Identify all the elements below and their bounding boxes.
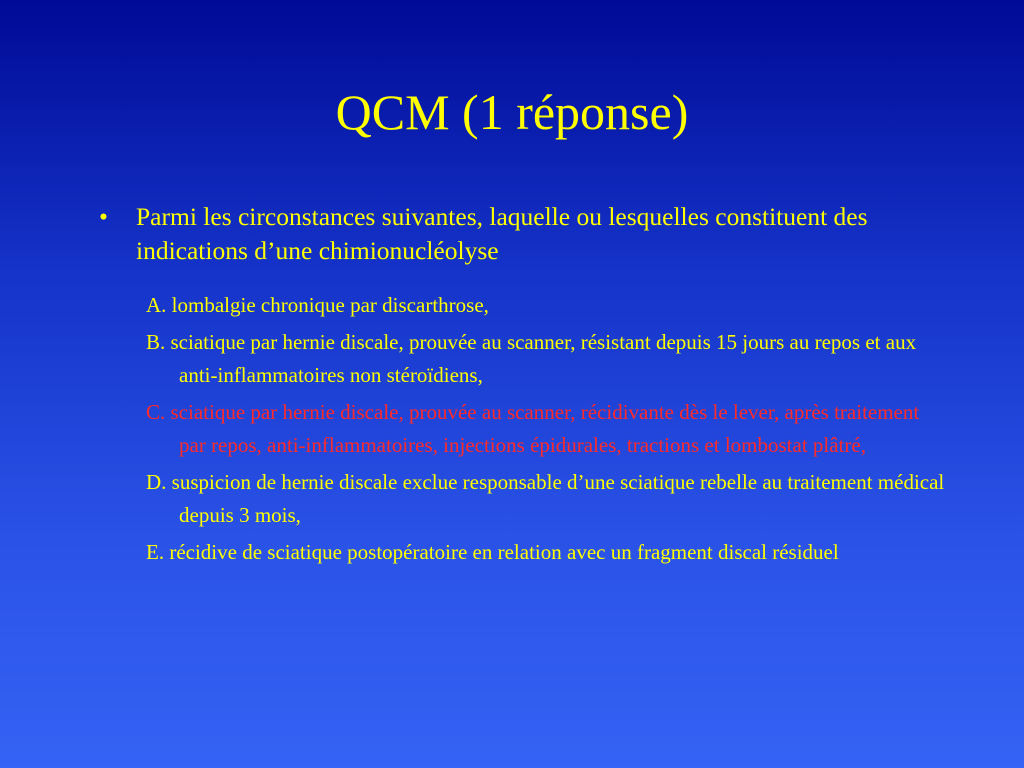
option-c: C. sciatique par hernie discale, prouvée au scanner, récidivante dès le lever, après traitement par repos, anti-inflammatoires, injections épidurales, tractions et lombostat plâtré, (146, 400, 920, 457)
slide-title: QCM (1 réponse) (335, 84, 689, 140)
question-block (99, 200, 939, 268)
option-b: B. sciatique par hernie discale, prouvée au scanner, résistant depuis 15 jours au repos et aux anti-inflammatoires non stéroïdiens, (146, 330, 917, 387)
question-bullet (99, 200, 939, 268)
option-e: E. récidive de sciatique postopératoire en relation avec un fragment discal résiduel (146, 540, 839, 564)
answer-options (146, 289, 946, 573)
question-text: Parmi les circonstances suivantes, laquelle ou lesquelles constituent des indications d’une chimionucléolyse (136, 202, 868, 265)
bullet-dot-icon: • (99, 202, 108, 231)
option-a: A. lombalgie chronique par discarthrose, (146, 293, 489, 317)
option-d: D. suspicion de hernie discale exclue responsable d’une sciatique rebelle au traitement médical depuis 3 mois, (146, 470, 945, 527)
